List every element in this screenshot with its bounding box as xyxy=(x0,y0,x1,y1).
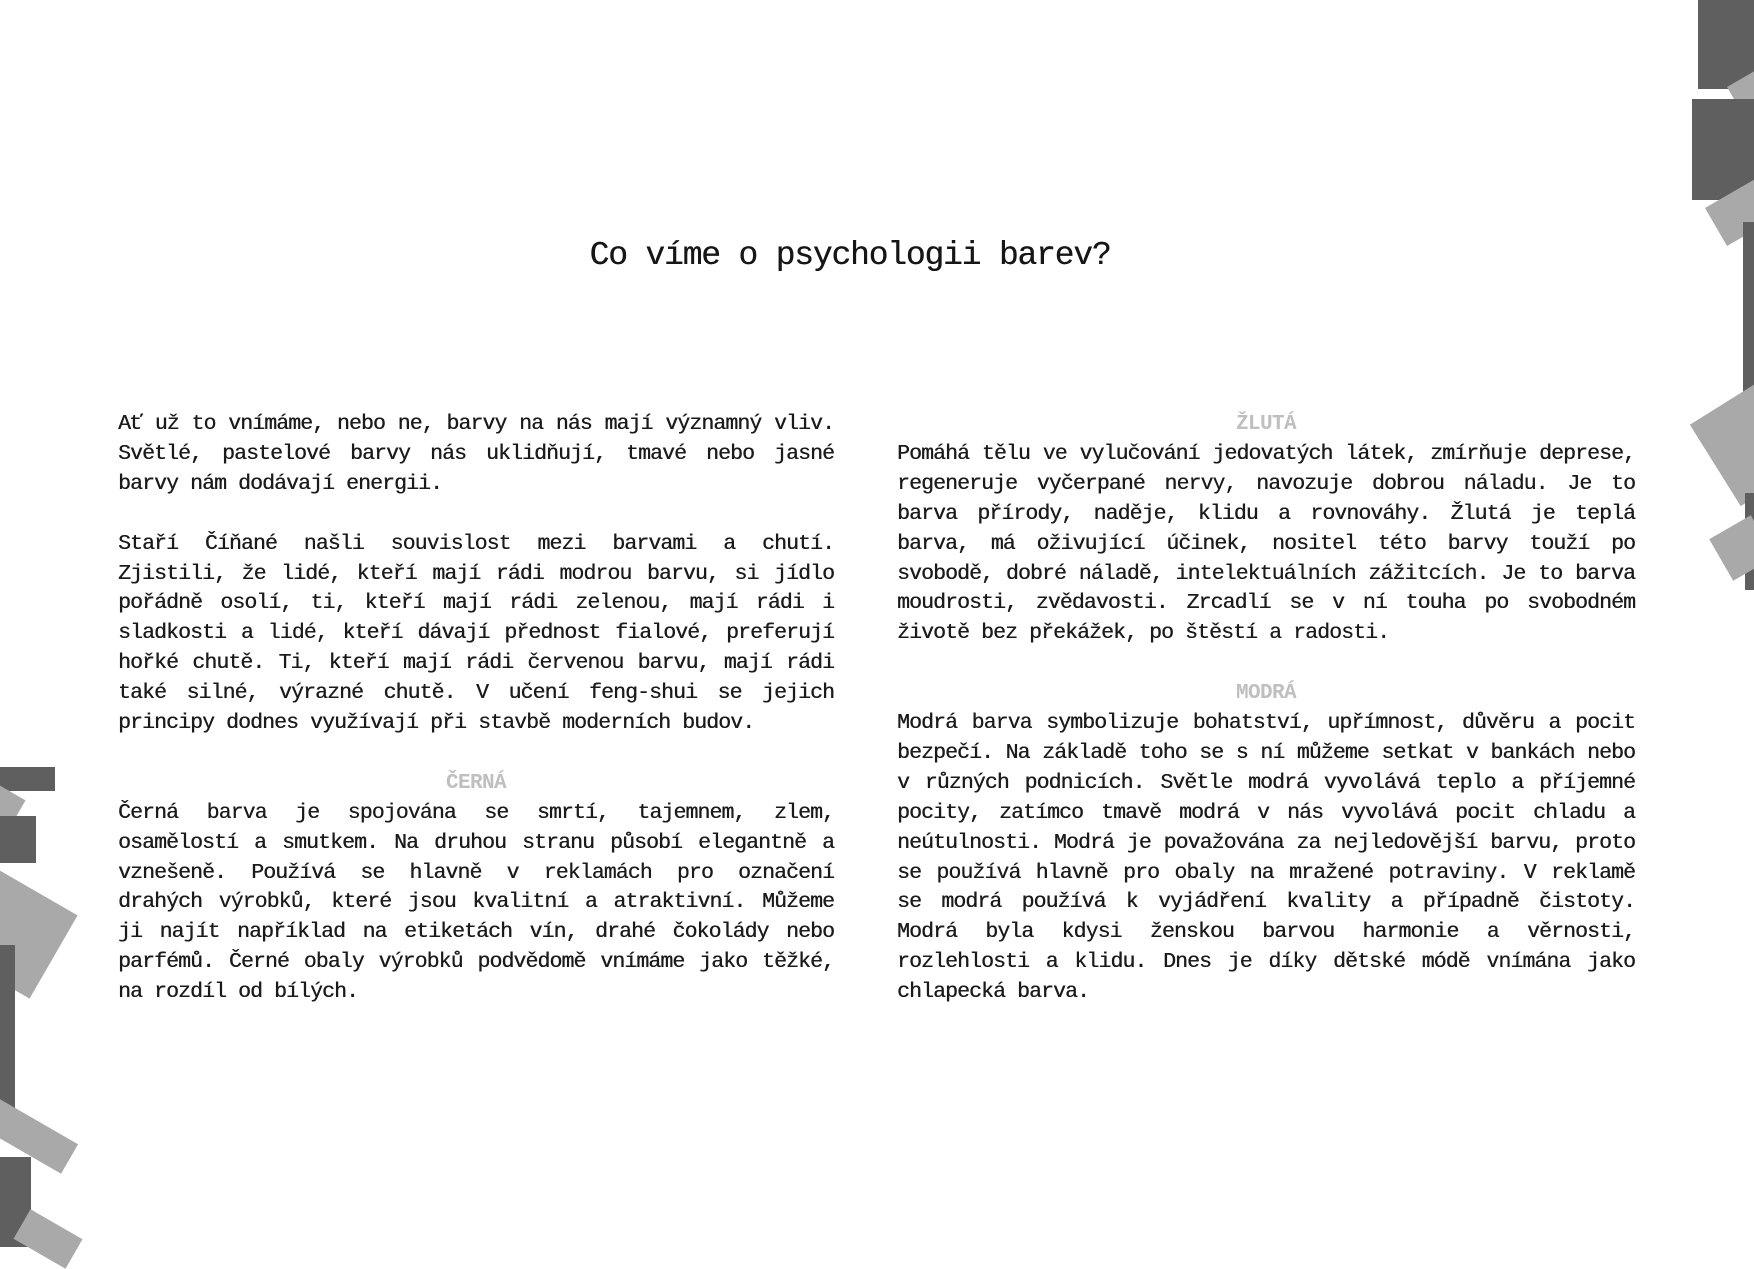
decor-block xyxy=(1709,515,1754,581)
decor-block xyxy=(1690,374,1754,506)
section-text-zluta: Pomáhá tělu ve vylučování jedovatých látek, zmírňuje deprese, regeneruje vyčerpané nervy, navozuje dobrou náladu. Je to barva přírody, naděje, klidu a rovnováhy. Žlutá je teplá barva, má oživující účinek, nositel této barvy touží po svobodě, dobré náladě, intelektuálních zážitcích. Je to barva moudrosti, zvědavosti. Zrcadlí se v ní touha po svobodném životě bez překážek, po štěstí a radosti. xyxy=(897,441,1635,646)
decor-block xyxy=(1743,222,1754,412)
intro-paragraph: Ať už to vnímáme, nebo ne, barvy na nás mají významný vliv. Světlé, pastelové barvy nás uklidňují, tmavé nebo jasné barvy nám dodávají energii. xyxy=(118,412,834,496)
decor-block xyxy=(0,945,15,1115)
section-text-cerna: Černá barva je spojována se smrtí, tajemnem, zlem, osamělostí a smutkem. Na druhou stranu působí elegantně a vznešeně. Používá se hlavně v reklamách pro označení drahých výrobků, které jsou kvalitní a atraktivní. Můžeme ji najít například na etiketách vín, drahé čokolády nebo parfémů. Černé obaly výrobků podvědomě vnímáme jako těžké, na rozdíl od bílých. xyxy=(118,800,834,1005)
section-text-modra: Modrá barva symbolizuje bohatství, upřímnost, důvěru a pocit bezpečí. Na základě toho se s ní můžeme setkat v bankách nebo v různých podnicích. Světle modrá vyvolává teplo a příjemné pocity, zatímco tmavě modrá v nás vyvolává pocit chladu a neútulnosti. Modrá je považována za nejledovější barvu, proto se používá hlavně pro obaly na mražené potraviny. V reklamě se modrá používá k vyjádření kvality a případně čistoty. Modrá byla kdysi ženskou barvou harmonie a věrnosti, rozlehlosti a klidu. Dnes je díky dětské módě vnímána jako chlapecká barva. xyxy=(897,711,1635,1005)
left-column xyxy=(118,410,834,1008)
decor-block xyxy=(0,767,55,791)
section-heading-modra: MODRÁ xyxy=(1235,682,1296,706)
section-heading-zluta: ŽLUTÁ xyxy=(1235,413,1296,436)
decor-block xyxy=(14,1209,83,1268)
intro-paragraph: Staří Číňané našli souvislost mezi barvami a chutí. Zjistili, že lidé, kteří mají rádi modrou barvu, si jídlo pořádně osolí, ti, kteří mají rádi zelenou, mají rádi i sladkosti a lidé, kteří dávají přednost fialové, preferují hořké chutě. Ti, kteří mají rádi červenou barvu, mají rádi také silné, výrazné chutě. V učení feng-shui se jejich principy dodnes využívají při stavbě moderních budov. xyxy=(118,531,834,736)
section-heading-cerna: ČERNÁ xyxy=(445,771,506,795)
page-title: Co víme o psychologii barev? xyxy=(589,237,1111,274)
right-column xyxy=(897,410,1635,1008)
decor-block xyxy=(0,816,36,863)
